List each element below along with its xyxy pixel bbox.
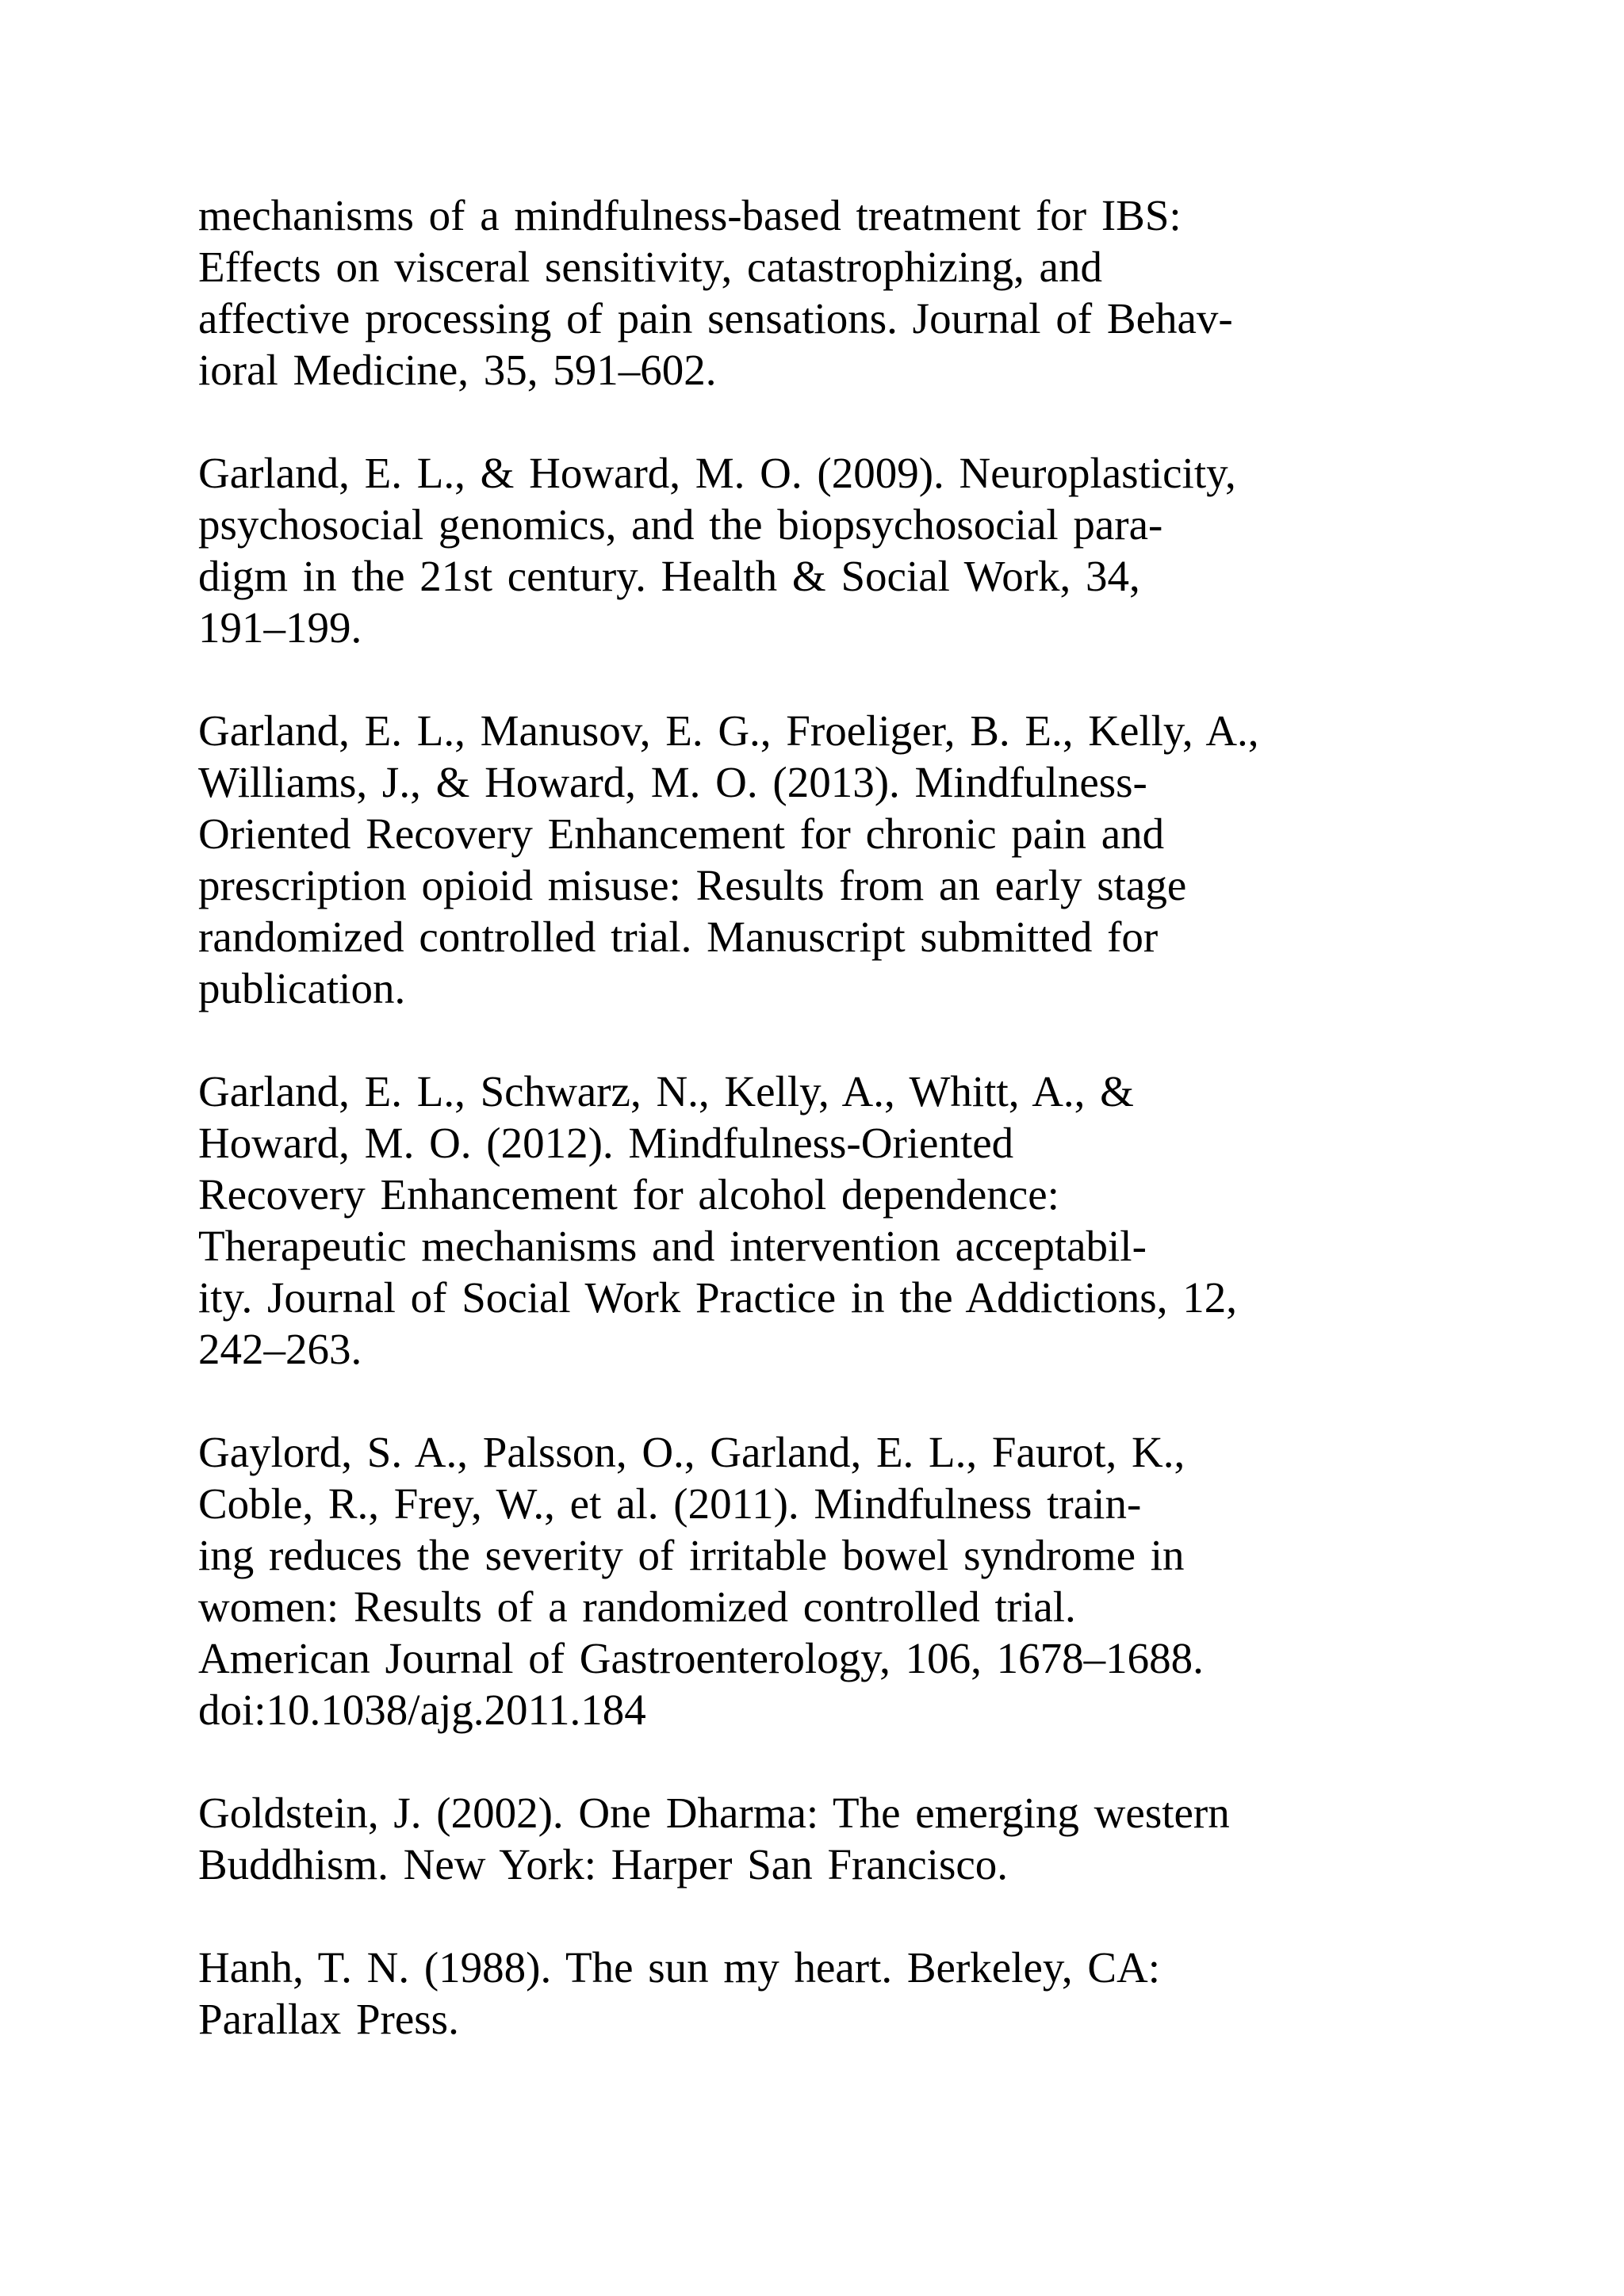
reference-entry [198,705,1483,1014]
reference-line: affective processing of pain sensations. Journal of Behav- [198,294,1233,342]
reference-line: Coble, R., Frey, W., et al. (2011). Mindfulness train- [198,1479,1142,1528]
reference-entry [198,447,1483,653]
reference-line: Garland, E. L., & Howard, M. O. (2009). Neuroplasticity, [198,449,1236,497]
reference-entry [198,189,1483,396]
reference-line: doi:10.1038/ajg.2011.184 [198,1686,646,1734]
reference-line: psychosocial genomics, and the biopsychosocial para- [198,500,1163,549]
reference-line: prescription opioid misuse: Results from an early stage [198,861,1187,909]
reference-line: Buddhism. New York: Harper San Francisco. [198,1840,1009,1888]
reference-line: American Journal of Gastroenterology, 106, 1678–1688. [198,1634,1204,1682]
reference-line: Hanh, T. N. (1988). The sun my heart. Berkeley, CA: [198,1943,1160,1992]
reference-line: Parallax Press. [198,1995,459,2043]
reference-line: Williams, J., & Howard, M. O. (2013). Mindfulness- [198,758,1147,806]
reference-line: Oriented Recovery Enhancement for chronic pain and [198,809,1165,858]
reference-line: Garland, E. L., Schwarz, N., Kelly, A., Whitt, A., & [198,1067,1134,1115]
reference-entry [198,1426,1483,1735]
reference-line: Gaylord, S. A., Palsson, O., Garland, E. L., Faurot, K., [198,1428,1185,1476]
reference-line: 191–199. [198,603,362,652]
reference-line: randomized controlled trial. Manuscript submitted for [198,913,1159,961]
reference-line: Effects on visceral sensitivity, catastrophizing, and [198,243,1102,291]
reference-line: Therapeutic mechanisms and intervention acceptabil- [198,1222,1147,1270]
reference-line: Recovery Enhancement for alcohol dependence: [198,1170,1059,1219]
reference-line: ioral Medicine, 35, 591–602. [198,346,717,394]
reference-line: publication. [198,964,406,1012]
reference-line: 242–263. [198,1325,362,1373]
reference-line: ing reduces the severity of irritable bowel syndrome in [198,1531,1185,1579]
reference-line: women: Results of a randomized controlled trial. [198,1582,1076,1631]
reference-line: mechanisms of a mindfulness-based treatment for IBS: [198,191,1182,239]
reference-entry [198,1066,1483,1375]
reference-line: Goldstein, J. (2002). One Dharma: The emerging western [198,1789,1230,1837]
reference-line: digm in the 21st century. Health & Social Work, 34, [198,552,1140,600]
reference-line: ity. Journal of Social Work Practice in the Addictions, 12, [198,1273,1237,1322]
reference-entry [198,1787,1483,1890]
reference-entry [198,1942,1483,2045]
reference-line: Howard, M. O. (2012). Mindfulness-Oriented [198,1119,1014,1167]
reference-line: Garland, E. L., Manusov, E. G., Froeliger, B. E., Kelly, A., [198,706,1259,755]
references-list [198,189,1483,2045]
